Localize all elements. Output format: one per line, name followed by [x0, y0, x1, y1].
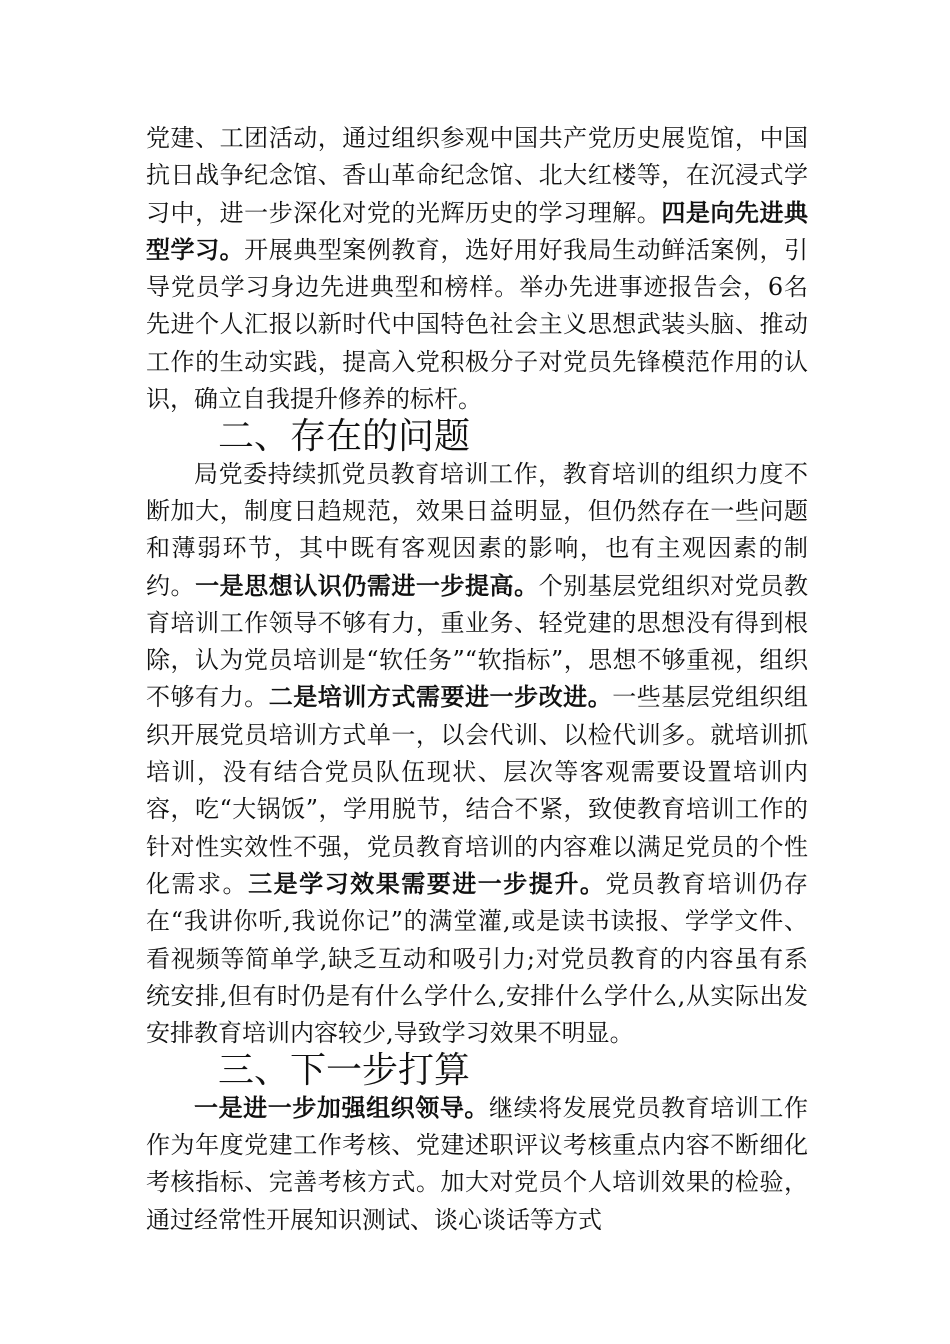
paragraph-text: 继续将发展党员教育培训工作作为年度党建工作考核、党建述职评议考核重点内容不断细化考核指标、完善考核方式。加大对党员个人培训效果的检验，通过经常性开展知识测试、谈心谈话等方式 — [146, 1093, 808, 1234]
paragraph-text: 个别基层党组织对党员教育培训工作领导不够有力，重业务、轻党建的思想没有得到根除，认为党员培训是“软任务”“软指标”，思想不够重视，组织不够有力。 — [146, 571, 809, 712]
bold-lead-awareness: 一是思想认识仍需进一步提高。 — [195, 571, 539, 600]
paragraph-text: 局党委持续抓党员教育培训工作，教育培训的组织力度不断加大，制度日趋规范，效果日益明显，但仍然存在一些问题和薄弱环节，其中既有客观因素的影响，也有主观因素的制约。 — [146, 459, 808, 600]
paragraph-next-steps — [146, 1090, 808, 1239]
section-heading-problems: 二、存在的问题 — [218, 416, 471, 458]
paragraph-problems — [146, 456, 808, 1053]
section-heading-next-steps: 三、下一步打算 — [218, 1050, 471, 1092]
bold-lead-learning-effect: 三是学习效果需要进一步提升。 — [248, 869, 606, 898]
paragraph-text: 党建、工团活动，通过组织参观中国共产党历史展览馆，中国抗日战争纪念馆、香山革命纪念馆、北大红楼等，在沉浸式学习中，进一步深化对党的光辉历史的学习理解。 — [146, 124, 808, 227]
bold-lead-organization: 一是进一步加强组织领导。 — [194, 1093, 489, 1122]
paragraph-text: 开展典型案例教育，选好用好我局生动鲜活案例，引导党员学习身边先进典型和榜样。举办先进事迹报告会，6名先进个人汇报以新时代中国特色社会主义思想武装头脑、推动工作的生动实践，提高入党积极分子对党员先锋模范作用的认识，确立自我提升修养的标杆。 — [146, 235, 809, 414]
bold-lead-training-methods: 二是培训方式需要进一步改进。 — [268, 683, 613, 712]
document-page — [146, 120, 808, 1239]
paragraph-text: 一些基层党组织组织开展党员培训方式单一，以会代训、以检代训多。就培训抓培训，没有结合党员队伍现状、层次等客观需要设置培训内容，吃“大锅饭”，学用脱节，结合不紧，致使教育培训工作的针对性实效性不强，党员教育培训的内容难以满足党员的个性化需求。 — [146, 683, 809, 898]
bold-lead-advanced-models: 四是向先进典型学习。 — [146, 198, 809, 264]
paragraph-party-activities — [146, 120, 808, 418]
paragraph-text: 党员教育培训仍存在“我讲你听,我说你记”的满堂灌,或是读书读报、学学文件、看视频等简单学,缺乏互动和吸引力;对党员教育的内容虽有系统安排,但有时仍是有什么学什么,安排什么学什么,从实际出发安排教育培训内容较少,导致学习效果不明显。 — [146, 869, 809, 1048]
